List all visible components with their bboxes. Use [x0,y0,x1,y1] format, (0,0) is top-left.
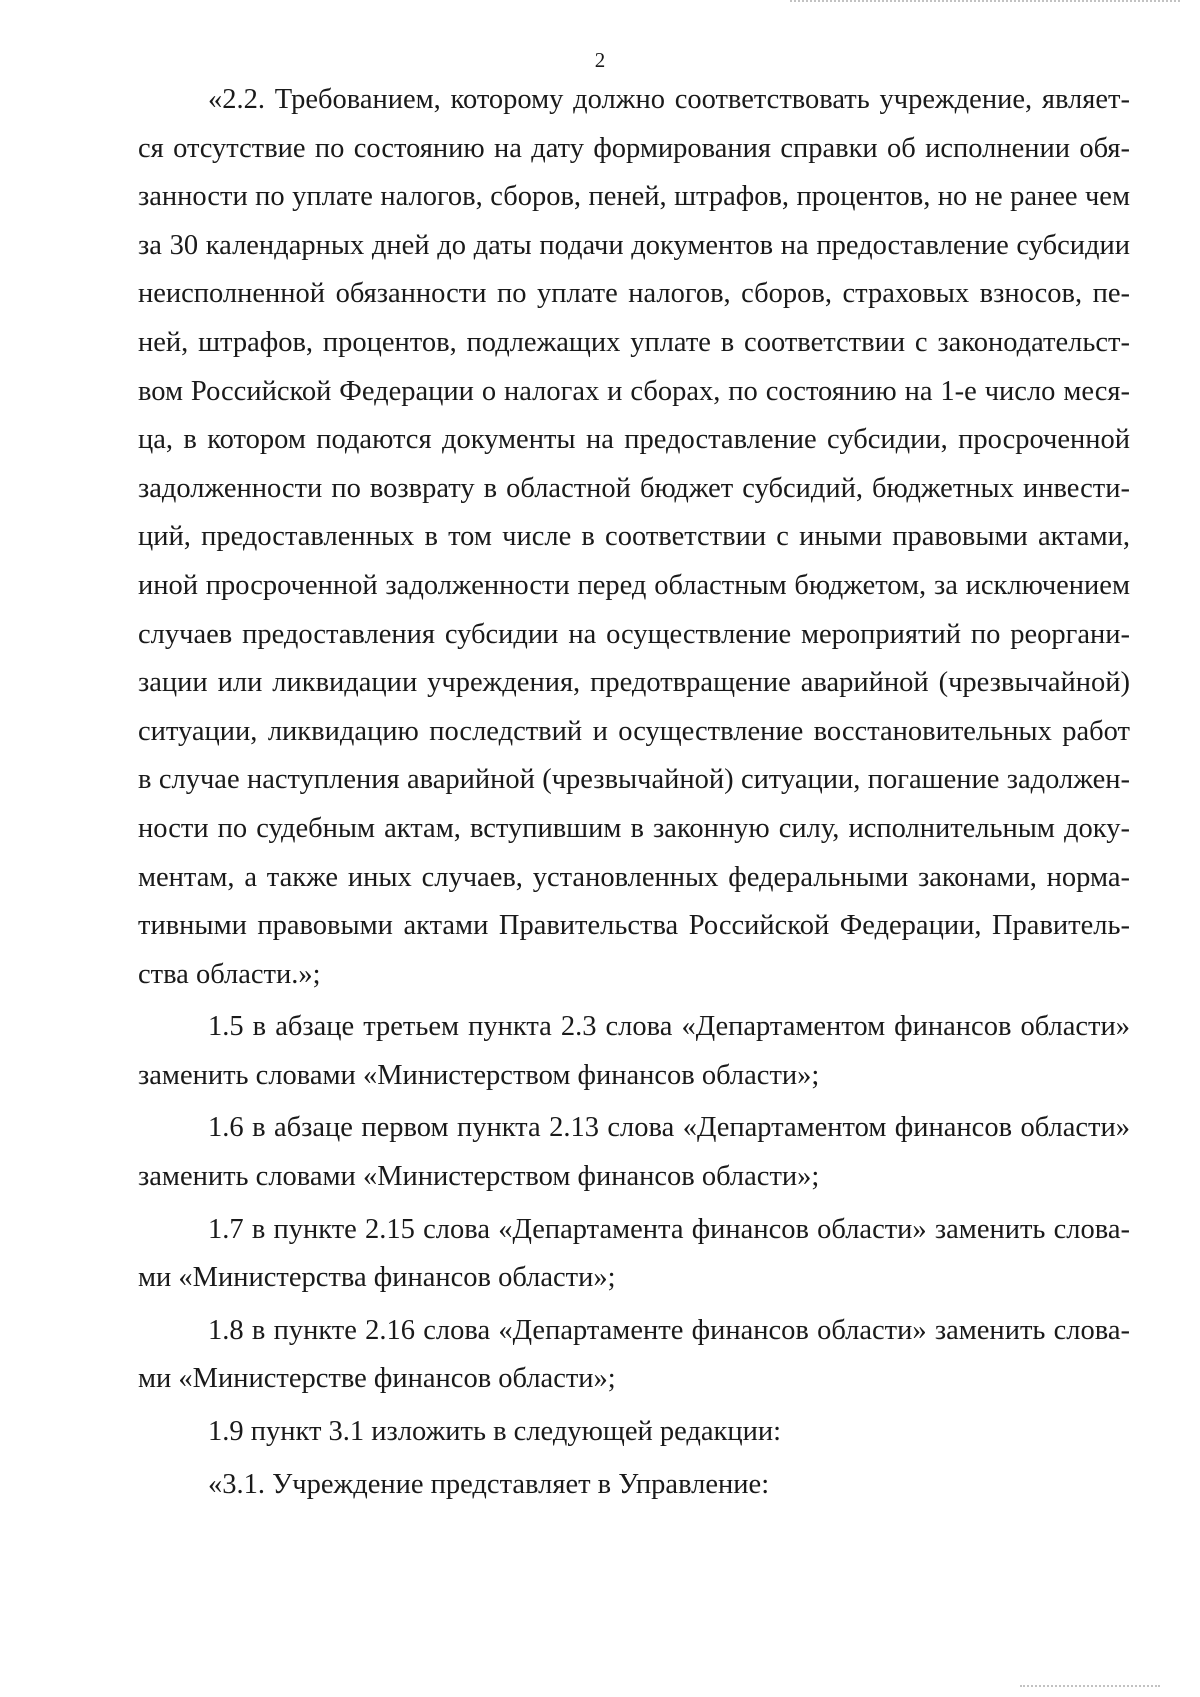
document-body [138,76,1130,1509]
scan-edge-mark [790,0,1180,4]
page-number: 2 [594,48,606,72]
paragraph-1-9: 1.9 пункт 3.1 изложить в следующей редакции: [208,1416,782,1448]
paragraph-1-7: 1.7 в пункте 2.15 слова «Департамента финансов области» заменить словами «Министерства финансов области»; [138,1213,1130,1294]
paragraph-2-2: «2.2. Требованием, которому должно соответствовать учреждение, является отсутствие по состоянию на дату формирования справки об исполнении обязанности по уплате налогов, сборов, пеней, штрафов, процентов, но не ранее чем за 30 календарных дней до даты подачи документов на предоставление субсидии неисполненной обязанности по уплате налогов, сборов, страховых взносов, пеней, штрафов, процентов, подлежащих уплате в соответствии с законодательством Российской Федерации о налогах и сборах, по состоянию на 1-е число месяца, в котором подаются документы на предоставление субсидии, просроченной задолженности по возврату в областной бюджет субсидий, бюджетных инвестиций, предоставленных в том числе в соответствии с иными правовыми актами, иной просроченной задолженности перед областным бюджетом, за исключением случаев предоставления субсидии на осуществление мероприятий по реорганизации или ликвидации учреждения, предотвращение аварийной (чрезвычайной) ситуации, ликвидацию последствий и осуществление восстановительных работ в случае наступления аварийной (чрезвычайной) ситуации, погашение задолженности по судебным актам, вступившим в законную силу, исполнительным документам, а также иных случаев, установленных федеральными законами, нормативными правовыми актами Правительства Российской Федерации, Правительства области.»; [138,84,1130,990]
paragraph-1-5: 1.5 в абзаце третьем пункта 2.3 слова «Департаментом финансов области» заменить словами «Министерством финансов области»; [138,1011,1130,1091]
paragraph-1-6: 1.6 в абзаце первом пункта 2.13 слова «Департаментом финансов области» заменить словами «Министерством финансов области»; [138,1112,1130,1193]
paragraph-3-1: «3.1. Учреждение представляет в Управление: [208,1468,770,1500]
paragraph-1-8: 1.8 в пункте 2.16 слова «Департаменте финансов области» заменить словами «Министерстве финансов области»; [138,1314,1130,1395]
scan-bottom-mark [1020,1675,1160,1687]
